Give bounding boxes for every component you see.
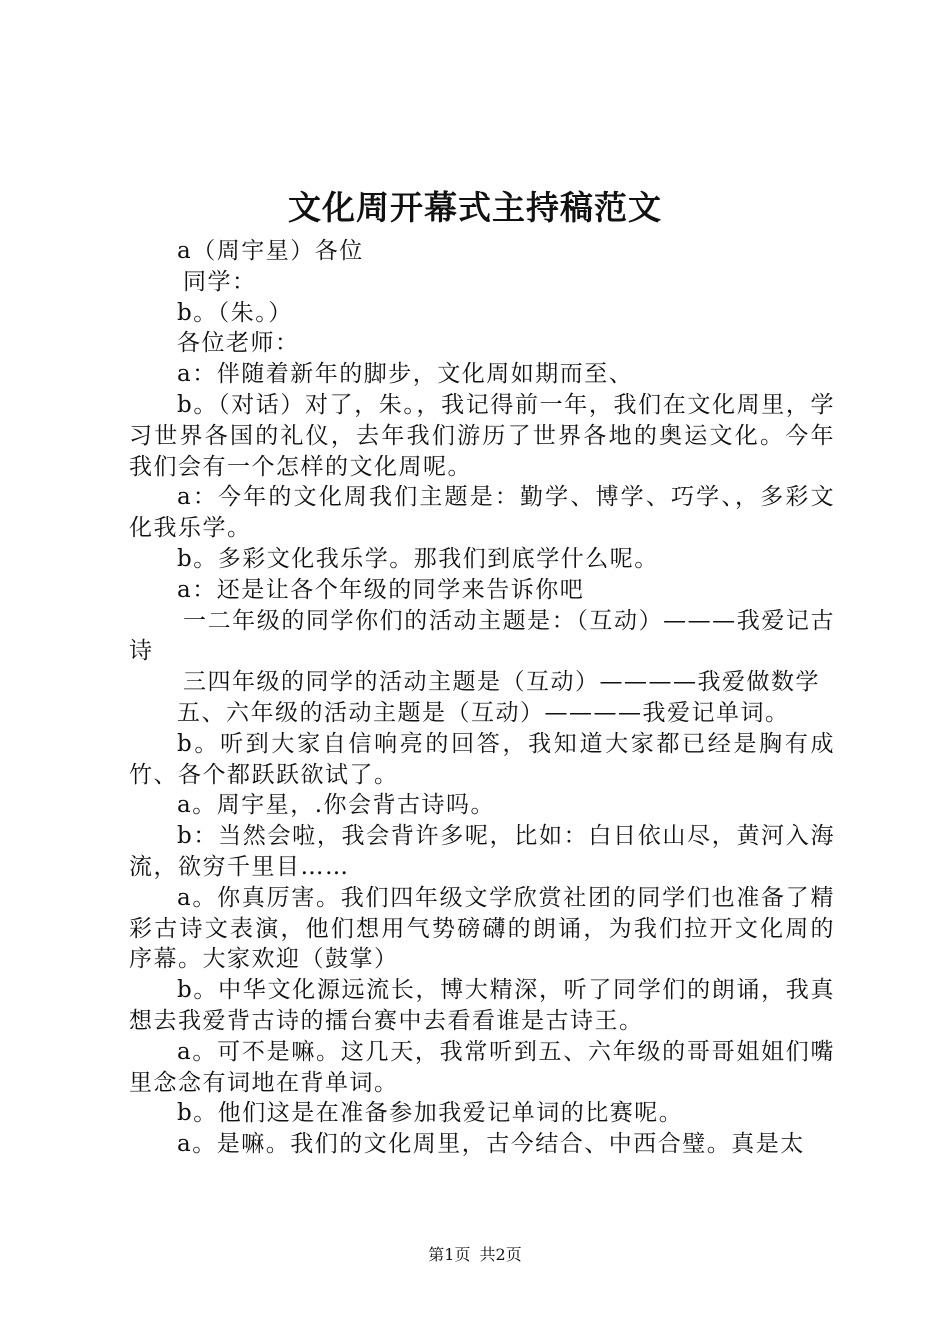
- page-number: 第1页: [428, 1245, 471, 1264]
- document-title: 文化周开幕式主持稿范文: [288, 188, 662, 227]
- paragraph: a。你真厉害。我们四年级文学欣赏社团的同学们也准备了精彩古诗文表演，他们想用气势磅礴的朗诵，为我们拉开文化周的序幕。大家欢迎（鼓掌）: [129, 884, 835, 973]
- paragraph: a。是嘛。我们的文化周里，古今结合、中西合璧。真是太: [177, 1131, 805, 1158]
- paragraph: a：伴随着新年的脚步，文化周如期而至、: [177, 361, 634, 388]
- paragraph: b。（朱。）: [177, 299, 293, 326]
- paragraph: b。他们这是在准备参加我爱记单词的比赛呢。: [177, 1100, 684, 1127]
- paragraph: a：今年的文化周我们主题是：勤学、博学、巧学、，多彩文化我乐学。: [129, 484, 835, 542]
- paragraph: b。听到大家自信响亮的回答，我知道大家都已经是胸有成竹、各个都跃跃欲试了。: [129, 730, 835, 788]
- paragraph: 同学：: [183, 268, 257, 295]
- paragraph: a。可不是嘛。这几天，我常听到五、六年级的哥哥姐姐们嘴里念念有词地在背单词。: [129, 1038, 835, 1096]
- paragraph: 五、六年级的活动主题是（互动）————我爱记单词。: [177, 699, 790, 726]
- document-body: [129, 236, 835, 1160]
- paragraph: a。周宇星，.你会背古诗吗。: [177, 792, 496, 819]
- paragraph: b。中华文化源远流长，博大精深，听了同学们的朗诵，我真想去我爱背古诗的擂台赛中去看看谁是古诗王。: [129, 977, 835, 1034]
- paragraph: 各位老师：: [177, 330, 300, 357]
- paragraph: b。（对话）对了，朱。，我记得前一年，我们在文化周里，学习世界各国的礼仪，去年我们游历了世界各地的奥运文化。今年我们会有一个怎样的文化周呢。: [129, 391, 835, 480]
- page-total: 共2页: [479, 1245, 522, 1264]
- paragraph: 一二年级的同学你们的活动主题是：（互动）———我爱记古诗: [129, 607, 835, 665]
- paragraph: a（周宇星）各位: [177, 238, 364, 264]
- paragraph: b。多彩文化我乐学。那我们到底学什么呢。: [177, 545, 659, 572]
- paragraph: 三四年级的同学的活动主题是（互动）————我爱做数学: [183, 669, 820, 696]
- paragraph: b：当然会啦，我会背许多呢，比如：白日依山尽，黄河入海流，欲穷千里目……: [129, 823, 835, 880]
- paragraph: a：还是让各个年级的同学来告诉你吧: [177, 576, 585, 603]
- page-footer: [0, 1244, 950, 1266]
